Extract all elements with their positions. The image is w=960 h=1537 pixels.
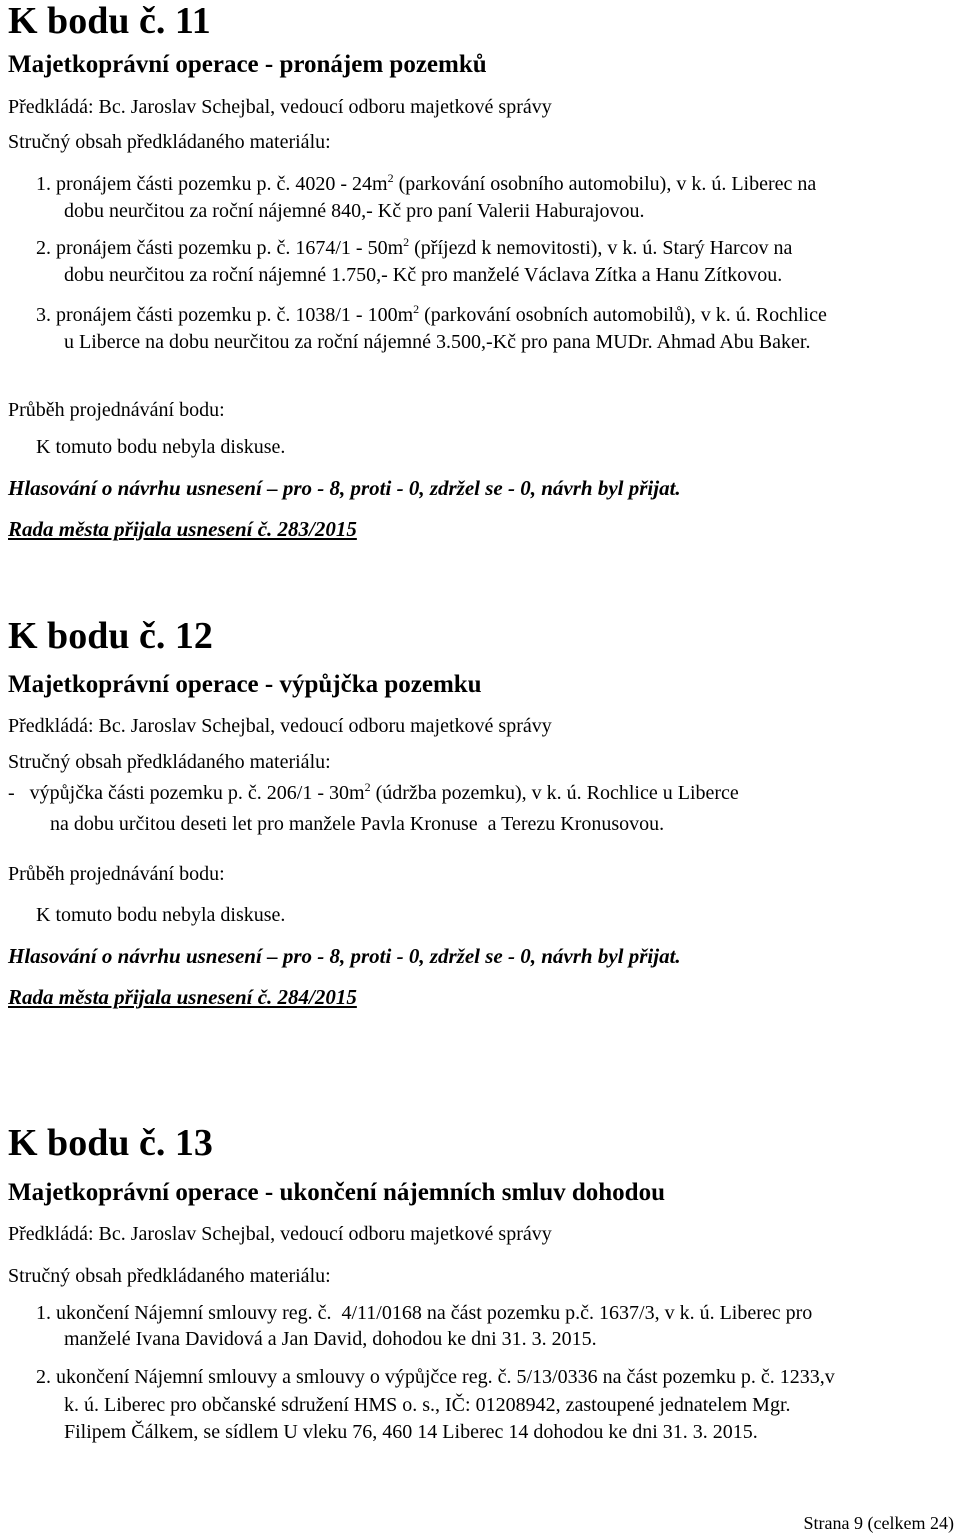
section-13-item-1-cont: manželé Ivana Davidová a Jan David, dohodou ke dni 31. 3. 2015. bbox=[64, 1328, 597, 1350]
section-11-resolution: Rada města přijala usnesení č. 283/2015 bbox=[8, 517, 357, 541]
section-11-progress-label: Průběh projednávání bodu: bbox=[8, 399, 225, 421]
section-13-item-2-cont-2: Filipem Čálkem, se sídlem U vleku 76, 460 14 Liberec 14 dohodou ke dni 31. 3. 2015. bbox=[64, 1421, 758, 1443]
section-11-item-2: 2. pronájem části pozemku p. č. $1674/1 - 50m^2$ (příjezd k nemovitosti), v k. ú. Starý Harcov na bbox=[36, 235, 793, 259]
section-12-presenter: Předkládá: Bc. Jaroslav Schejbal, vedoucí odboru majetkové správy bbox=[8, 715, 552, 737]
section-12-progress-label: Průběh projednávání bodu: bbox=[8, 863, 225, 885]
section-11-item-2-cont: dobu neurčitou za roční nájemné 1.750,- Kč pro manželé Václava Zítka a Hanu Zítkovou. bbox=[64, 264, 783, 286]
section-12-subtitle: Majetkoprávní operace - výpůjčka pozemku bbox=[8, 671, 482, 698]
section-12-item-1: - výpůjčka části pozemku p. č. $206/1 - 30m^2$ (údržba pozemku), v k. ú. Rochlice u Liberce bbox=[8, 780, 739, 804]
section-11-summary-label: Stručný obsah předkládaného materiálu: bbox=[8, 131, 331, 153]
section-13-summary-label: Stručný obsah předkládaného materiálu: bbox=[8, 1265, 331, 1287]
section-11-presenter: Předkládá: Bc. Jaroslav Schejbal, vedoucí odboru majetkové správy bbox=[8, 96, 552, 118]
section-12-summary-label: Stručný obsah předkládaného materiálu: bbox=[8, 751, 331, 773]
section-11-item-3-cont: u Liberce na dobu neurčitou za roční nájemné 3.500,-Kč pro pana MUDr. Ahmad Abu Baker. bbox=[64, 331, 811, 353]
section-13-title: K bodu č. 13 bbox=[8, 1122, 213, 1164]
section-13-item-2: 2. ukončení Nájemní smlouvy a smlouvy o výpůjčce reg. č. 5/13/0336 na část pozemku p. č. 1233,v bbox=[36, 1366, 835, 1388]
section-11-title: K bodu č. 11 bbox=[8, 0, 211, 42]
section-13-item-1: 1. ukončení Nájemní smlouvy reg. č. 4/11/0168 na část pozemku p.č. 1637/3, v k. ú. Liberec pro bbox=[36, 1302, 813, 1324]
section-11-item-1-cont: dobu neurčitou za roční nájemné 840,- Kč pro paní Valerii Haburajovou. bbox=[64, 200, 645, 222]
section-12-vote: Hlasování o návrhu usnesení – pro - 8, proti - 0, zdržel se - 0, návrh byl přijat. bbox=[8, 944, 681, 968]
section-13-presenter: Předkládá: Bc. Jaroslav Schejbal, vedoucí odboru majetkové správy bbox=[8, 1223, 552, 1245]
section-12-item-1-cont: na dobu určitou deseti let pro manžele Pavla Kronuse a Terezu Kronusovou. bbox=[50, 813, 665, 835]
section-12-title: K bodu č. 12 bbox=[8, 615, 213, 657]
section-11-item-1: 1. pronájem části pozemku p. č. $4020 - 24m^2$ (parkování osobního automobilu), v k. ú. Liberec na bbox=[36, 171, 817, 195]
section-11-discussion: K tomuto bodu nebyla diskuse. bbox=[36, 436, 286, 458]
page-footer: Strana 9 (celkem 24) bbox=[803, 1513, 954, 1533]
section-12-resolution: Rada města přijala usnesení č. 284/2015 bbox=[8, 985, 357, 1009]
section-11-subtitle: Majetkoprávní operace - pronájem pozemků bbox=[8, 51, 487, 78]
section-13-item-2-cont-1: k. ú. Liberec pro občanské sdružení HMS o. s., IČ: 01208942, zastoupené jednatelem Mgr. bbox=[64, 1394, 791, 1416]
section-12-discussion: K tomuto bodu nebyla diskuse. bbox=[36, 904, 286, 926]
section-11-vote: Hlasování o návrhu usnesení – pro - 8, proti - 0, zdržel se - 0, návrh byl přijat. bbox=[8, 476, 681, 500]
section-11-item-3: 3. pronájem části pozemku p. č. $1038/1 - 100m^2$ (parkování osobních automobilů), v k. ú. Rochlice bbox=[36, 302, 827, 326]
section-13-subtitle: Majetkoprávní operace - ukončení nájemních smluv dohodou bbox=[8, 1179, 665, 1206]
